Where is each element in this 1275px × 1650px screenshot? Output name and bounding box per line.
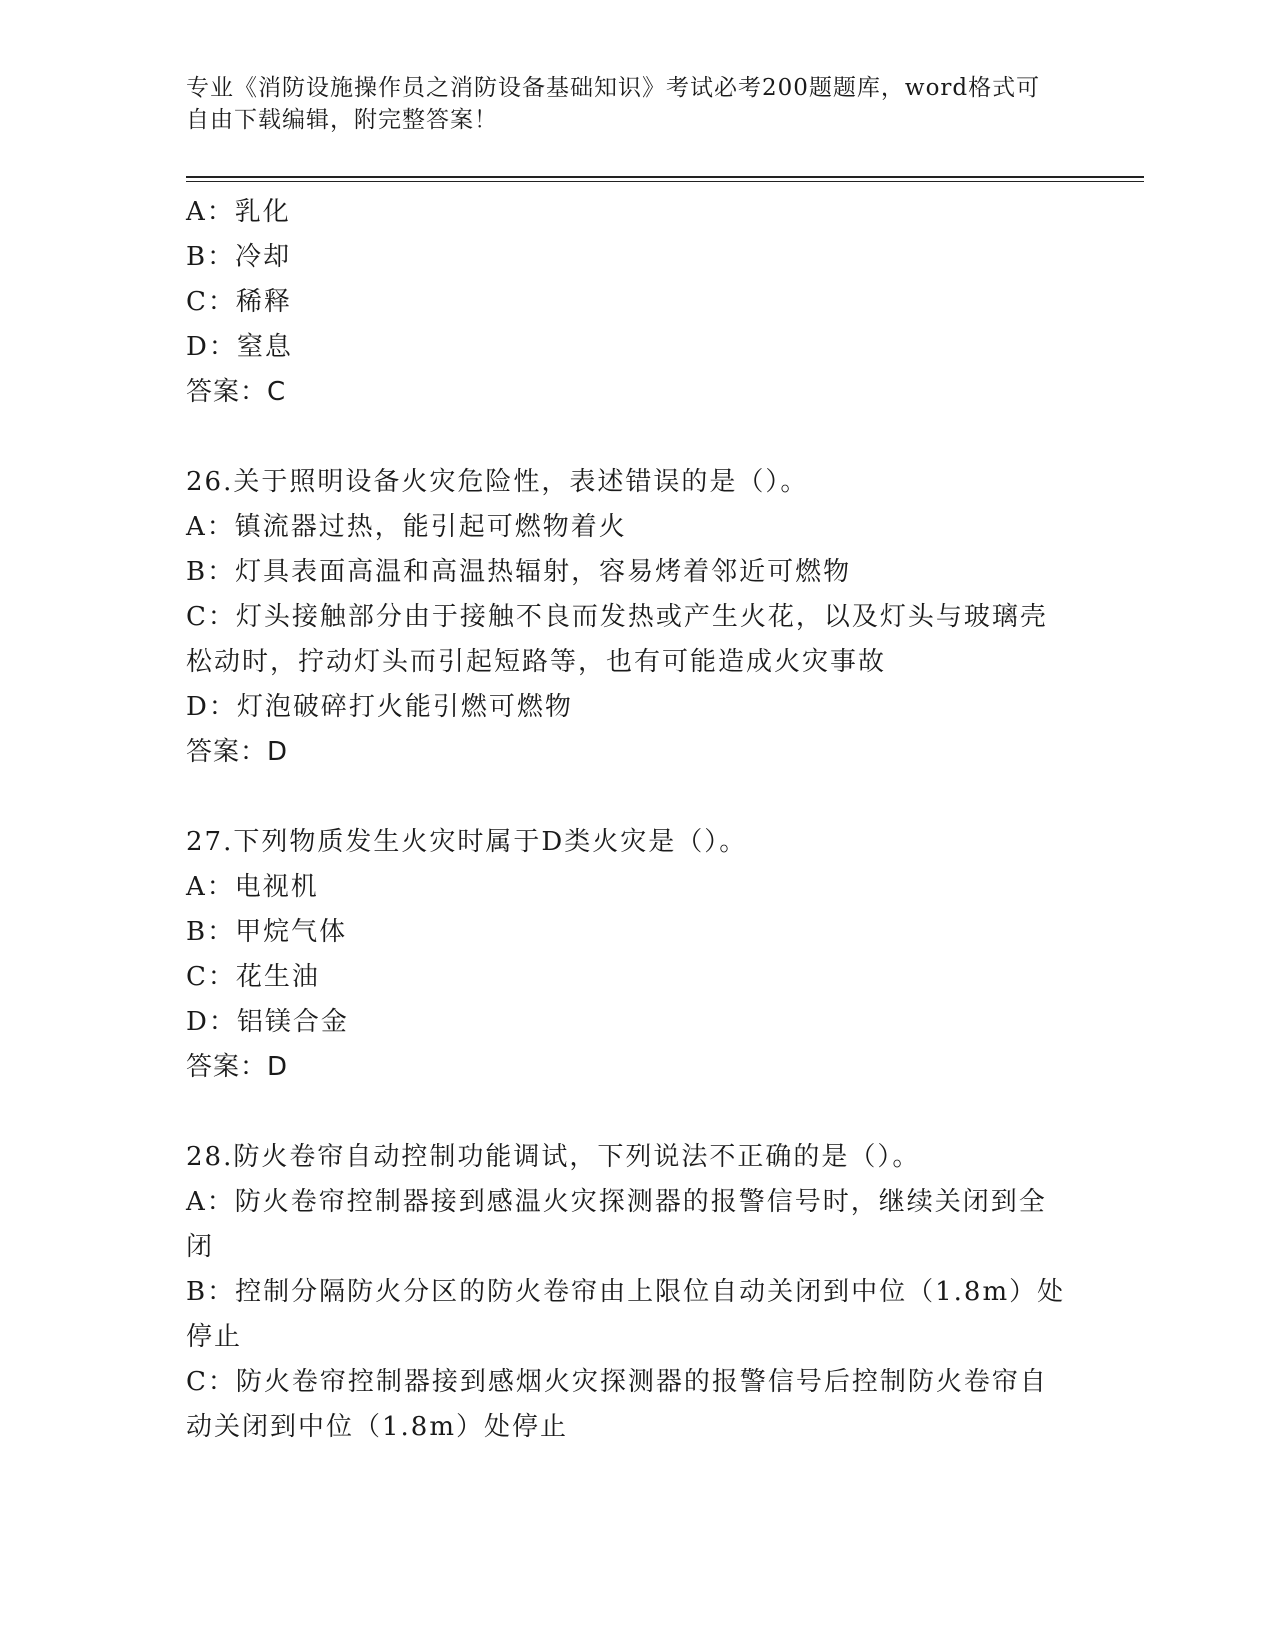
option-c: C：稀释 (186, 287, 292, 317)
header-divider-thick (186, 176, 1144, 178)
option-d: D：窒息 (186, 332, 293, 362)
option-b: B：甲烷气体 (186, 917, 348, 947)
question-block-25 (186, 190, 1066, 415)
question-text: 26.关于照明设备火灾危险性，表述错误的是（）。 (186, 467, 809, 497)
option-a: A：电视机 (186, 872, 319, 902)
question-list (186, 190, 1066, 1450)
option-b: B：控制分隔防火分区的防火卷帘由上限位自动关闭到中位（1.8m）处停止 (186, 1277, 1066, 1352)
option-b: B：灯具表面高温和高温热辐射，容易烤着邻近可燃物 (186, 557, 852, 587)
spacer (186, 1090, 1066, 1135)
question-block-27 (186, 820, 1066, 1090)
question-text: 28.防火卷帘自动控制功能调试，下列说法不正确的是（）。 (186, 1142, 921, 1172)
question-block-28 (186, 1135, 1066, 1450)
option-c: C：防火卷帘控制器接到感烟火灾探测器的报警信号后控制防火卷帘自动关闭到中位（1.8m）处停止 (186, 1367, 1048, 1442)
answer-line: 答案：D (186, 1052, 289, 1082)
option-c: C：灯头接触部分由于接触不良而发热或产生火花，以及灯头与玻璃壳松动时，拧动灯头而引起短路等，也有可能造成火灾事故 (186, 602, 1048, 677)
answer-line: 答案：D (186, 737, 289, 767)
option-c: C：花生油 (186, 962, 320, 992)
option-a: A：乳化 (186, 197, 291, 227)
option-a: A：镇流器过热，能引起可燃物着火 (186, 512, 627, 542)
option-d: D：灯泡破碎打火能引燃可燃物 (186, 692, 573, 722)
document-header (186, 72, 1066, 136)
spacer (186, 775, 1066, 820)
header-title-line2: 自由下载编辑，附完整答案！ (186, 107, 498, 133)
spacer (186, 415, 1066, 460)
question-block-26 (186, 460, 1066, 775)
question-text: 27.下列物质发生火灾时属于D类火灾是（）。 (186, 827, 748, 857)
option-d: D：铝镁合金 (186, 1007, 349, 1037)
answer-line: 答案：C (186, 377, 287, 407)
option-b: B：冷却 (186, 242, 292, 272)
header-divider-thin (186, 181, 1144, 182)
header-title-line1: 专业《消防设施操作员之消防设备基础知识》考试必考200题题库，word格式可 (186, 75, 1041, 101)
option-a: A：防火卷帘控制器接到感温火灾探测器的报警信号时，继续关闭到全闭 (186, 1187, 1047, 1262)
